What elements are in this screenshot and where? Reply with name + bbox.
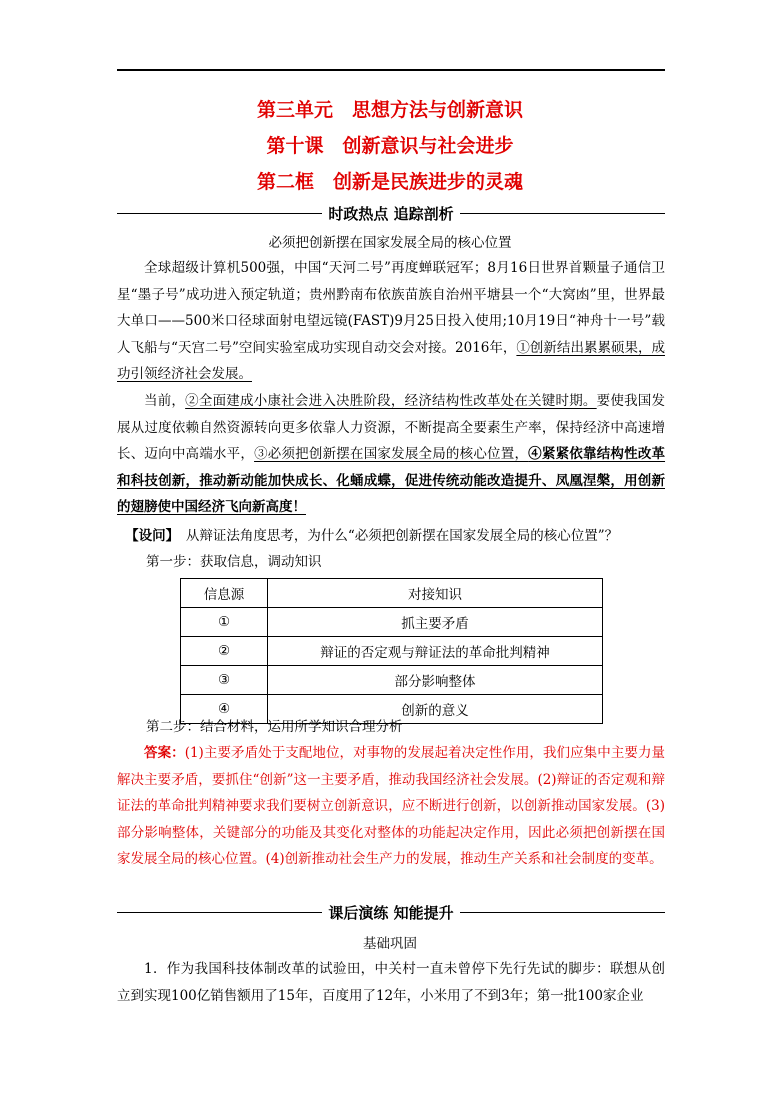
divider	[460, 213, 665, 214]
table-cell: 抓主要矛盾	[268, 608, 603, 637]
paragraph-text: 要使我国发展从过度依赖自然资源转向更多依靠人力资源，不断提高全要素生产率，保持经济中高速增长、迈向中高端水平，	[117, 393, 666, 462]
table-row	[181, 608, 603, 637]
practice-subtitle: 基础巩固	[363, 936, 417, 952]
divider	[117, 213, 322, 214]
step-1: 第一步：获取信息，调动知识	[146, 554, 322, 570]
material-paragraph-2	[117, 388, 665, 521]
underlined-point-1: ①创新结出累累硕果，成功引领经济社会发展。	[117, 339, 665, 382]
table-cell: ④	[181, 695, 268, 724]
divider	[117, 912, 322, 913]
material-paragraph-1	[117, 255, 665, 388]
question-paragraph	[117, 523, 665, 550]
table-header-row	[181, 579, 603, 608]
answer-text: (1)主要矛盾处于支配地位，对事物的发展起着决定性作用，我们应集中主要力量解决主要矛盾，要抓住“创新”这一主要矛盾，推动我国经济社会发展。(2)辩证的否定观和辩证法的革命批判精神要求我们要树立创新意识，应不断进行创新，以创新推动国家发展。(3)部分影响整体，关键部分的功能及其变化对整体的功能起决定作用，因此必须把创新摆在国家发展全局的核心位置。(4)创新推动社会生产力的发展，推动生产关系和社会制度的变革。	[117, 745, 666, 867]
underlined-point-4: ④紧紧依靠结构性改革和科技创新，推动新动能加快成长、化蛹成蝶，促进传统动能改造提升、凤凰涅槃，用创新的翅膀使中国经济飞向新高度！	[117, 446, 666, 515]
underlined-point-3: ③必须把创新摆在国家发展全局的核心位置，	[254, 446, 529, 462]
underlined-point-2: ②全面建成小康社会进入决胜阶段，经济结构性改革处在关键时期。	[185, 393, 597, 409]
top-rule	[117, 69, 665, 71]
answer-label: 答案：	[144, 745, 185, 761]
practice-question-1: 1．作为我国科技体制改革的试验田，中关村一直未曾停下先行先试的脚步：联想从创立到实现100亿销售额用了15年，百度用了12年，小米用了不到3年；第一批100家企业	[117, 961, 665, 1004]
table-cell: 辩证的否定观与辩证法的革命批判精神	[268, 637, 603, 666]
table-header-cell: 对接知识	[268, 579, 603, 608]
table-cell: ①	[181, 608, 268, 637]
section-heading-text: 时政热点 追踪剖析	[328, 205, 454, 223]
section-heading-hot-topics	[117, 203, 665, 224]
divider	[460, 912, 665, 913]
table-cell: 创新的意义	[268, 695, 603, 724]
section-heading-text: 课后演练 知能提升	[328, 904, 454, 922]
unit-title: 第三单元 思想方法与创新意识	[256, 99, 523, 121]
lesson-title: 第十课 创新意识与社会进步	[266, 135, 514, 157]
table-header-cell: 信息源	[181, 579, 268, 608]
paragraph-text: 全球超级计算机500强，中国“天河二号”再度蝉联冠军；8月16日世界首颗量子通信卫星“墨子号”成功进入预定轨道；贵州黔南布依族苗族自治州平塘县一个“大窝凼”里，世界最大单口——500米口径球面射电望远镜(FAST)9月25日投入使用;10月19日“神舟十一号”载人飞船与“天宫二号”空间实验室成功实现自动交会对接。2016年，	[117, 260, 665, 356]
table-cell: 部分影响整体	[268, 666, 603, 695]
table-row	[181, 666, 603, 695]
answer-paragraph	[117, 740, 665, 873]
question-text: 从辩证法角度思考，为什么“必须把创新摆在国家发展全局的核心位置”？	[172, 528, 619, 544]
info-table	[180, 578, 603, 724]
step-2: 第二步：结合材料，运用所学知识合理分析	[146, 719, 403, 735]
topic-subtitle: 必须把创新摆在国家发展全局的核心位置	[268, 235, 512, 251]
frame-title: 第二框 创新是民族进步的灵魂	[256, 171, 523, 193]
paragraph-text: 当前，	[144, 393, 186, 409]
table-cell: ③	[181, 666, 268, 695]
table-cell: ②	[181, 637, 268, 666]
section-heading-practice	[117, 902, 665, 923]
question-label: 【设问】	[125, 528, 173, 544]
table-row	[181, 637, 603, 666]
